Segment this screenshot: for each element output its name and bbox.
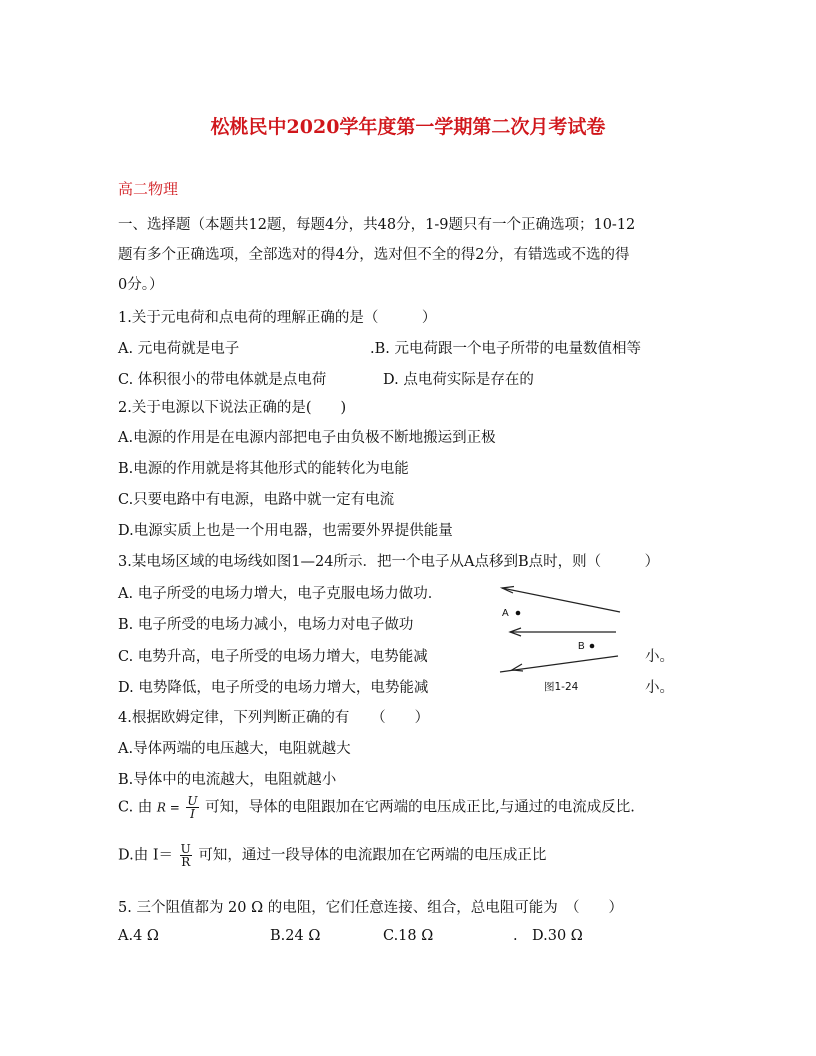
point-b-label: B xyxy=(578,641,585,652)
question-4-option-c xyxy=(118,795,635,820)
exam-title: 松桃民中2020学年度第一学期第二次月考试卷 xyxy=(210,116,606,138)
fraction-denominator: R xyxy=(181,855,191,869)
question-5-option-d: D.30 Ω xyxy=(532,928,583,944)
question-4-option-a: A.导体两端的电压越大，电阻就越大 xyxy=(118,741,351,757)
point-a-label: A xyxy=(502,608,509,619)
electric-field-figure xyxy=(494,584,628,696)
point-b-dot xyxy=(590,644,595,649)
option-c-text: 可知，导体的电阻跟加在它两端的电压成正比,与通过的电流成反比. xyxy=(205,799,635,816)
point-a-dot xyxy=(516,611,521,616)
subject-label: 高二物理 xyxy=(118,180,179,198)
fraction-numerator: U xyxy=(187,794,198,808)
question-1-option-c: C. 体积很小的带电体就是点电荷 xyxy=(118,372,327,388)
question-3-option-d: D. 电势降低，电子所受的电场力增大，电势能减 xyxy=(118,680,429,696)
question-4-option-d xyxy=(118,843,546,868)
formula-r-equals: R = xyxy=(156,800,180,815)
question-3-option-b: B. 电子所受的电场力减小，电场力对电子做功 xyxy=(118,617,414,633)
section-instruction-line-1: 一、选择题（本题共12题，每题4分，共48分，1-9题只有一个正确选项；10-12 xyxy=(118,217,636,233)
section-instruction-line-3: 0分。） xyxy=(118,277,164,293)
question-3-option-c-tail: 小。 xyxy=(645,649,674,665)
field-line-top xyxy=(502,588,620,612)
section-instruction-line-2: 题有多个正确选项，全部选对的得4分，选对但不全的得2分，有错选或不选的得 xyxy=(118,247,630,263)
option-d-text: 可知，通过一段导体的电流跟加在它两端的电压成正比 xyxy=(198,847,547,864)
question-5-option-d-dot: . xyxy=(513,928,518,944)
question-3-option-a: A. 电子所受的电场力增大，电子克服电场力做功． xyxy=(118,586,443,602)
question-4-stem: 4.根据欧姆定律，下列判断正确的有 （ ） xyxy=(118,710,430,726)
question-1-option-d: D. 点电荷实际是存在的 xyxy=(383,372,534,388)
fraction-u-over-r xyxy=(180,843,192,868)
question-1-option-a: A. 元电荷就是电子 xyxy=(118,341,240,357)
question-5-option-a: A.4 Ω xyxy=(118,928,159,944)
question-1-option-b: .B. 元电荷跟一个电子所带的电量数值相等 xyxy=(370,341,641,357)
question-1-stem: 1.关于元电荷和点电荷的理解正确的是（ ） xyxy=(118,310,437,326)
option-c-prefix: C. 由 xyxy=(118,799,153,816)
fraction-numerator: U xyxy=(180,842,191,856)
question-3-stem: 3.某电场区域的电场线如图1—24所示．把一个电子从A点移到B点时，则（ ） xyxy=(118,554,660,570)
field-line-bottom xyxy=(500,656,618,672)
figure-caption: 图1-24 xyxy=(544,681,579,693)
fraction-denominator: I xyxy=(190,807,195,821)
question-2-option-a: A.电源的作用是在电源内部把电子由负极不断地搬运到正极 xyxy=(118,430,496,446)
question-3-option-c: C. 电势升高，电子所受的电场力增大，电势能减 xyxy=(118,649,428,665)
fraction-u-over-i xyxy=(186,795,198,820)
question-3-option-d-tail: 小。 xyxy=(645,680,674,696)
question-5-stem: 5. 三个阻值都为 20 Ω 的电阻，它们任意连接、组合，总电阻可能为 （ ） xyxy=(118,900,623,916)
arrowhead-bottom xyxy=(512,664,523,671)
question-4-option-b: B.导体中的电流越大，电阻就越小 xyxy=(118,772,337,788)
option-d-prefix: D.由 I＝ xyxy=(118,847,174,864)
question-5-option-b: B.24 Ω xyxy=(270,928,321,944)
question-2-option-c: C.只要电路中有电源，电路中就一定有电流 xyxy=(118,492,395,508)
question-5-option-c: C.18 Ω xyxy=(383,928,434,944)
question-2-option-d: D.电源实质上也是一个用电器，也需要外界提供能量 xyxy=(118,523,453,539)
question-2-option-b: B.电源的作用就是将其他形式的能转化为电能 xyxy=(118,461,409,477)
question-2-stem: 2.关于电源以下说法正确的是( ) xyxy=(118,400,347,416)
